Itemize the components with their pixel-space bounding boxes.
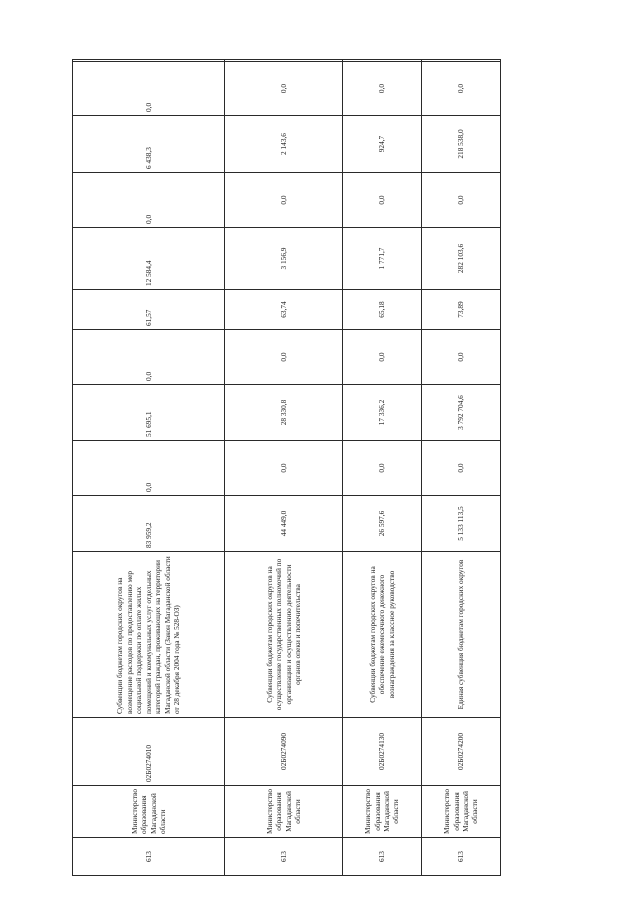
subvention-description: Единая субвенция бюджетам городских округов [422,552,501,718]
value-cell: 3 792 704,6 [422,385,501,441]
value-cell: 0,0 [422,330,501,385]
budget-code: 02Б0274090 [225,718,343,786]
value-cell: 1 771,7 [343,228,422,290]
value-cell: 63,74 [225,290,343,330]
value-cell: 0,0 [73,62,225,116]
value-cell: 0,0 [422,62,501,116]
value-cell [343,60,422,62]
value-cell: 0,0 [225,330,343,385]
ministry-name: Министерство образования Магаданской области [422,786,501,838]
subvention-description: Субвенции бюджетам городских округов на возмещение расходов по предоставлению мер социальной поддержки по оплате жилых помещений и коммунальных услуг отдельных категорий граждан, проживающих на территории Магаданской области (Закон Магаданской области от 28 декабря 2004 года № 528-ОЗ) [73,552,225,718]
value-cell: 0,0 [343,330,422,385]
budget-code: 02Б0274200 [422,718,501,786]
grbs-code: 613 [73,838,225,876]
table-row [73,60,225,876]
value-cell: 0,0 [225,173,343,228]
value-cell: 0,0 [73,330,225,385]
value-cell: 0,0 [343,441,422,496]
value-cell: 0,0 [343,62,422,116]
ministry-name: Министерство образования Магаданской области [225,786,343,838]
value-cell: 0,0 [225,441,343,496]
ministry-name: Министерство образования Магаданской области [73,786,225,838]
table-row [225,60,343,876]
value-cell: 44 449,0 [225,496,343,552]
value-cell: 61,57 [73,290,225,330]
subvention-description: Субвенции бюджетам городских округов на осуществление государственных полномочий по организации и осуществлению деятельности органов опеки и попечительства [225,552,343,718]
value-cell: 12 584,4 [73,228,225,290]
subvention-table [72,59,501,876]
ministry-name: Министерство образования Магаданской области [343,786,422,838]
value-cell: 83 959,2 [73,496,225,552]
rotated-table-container [72,60,500,876]
value-cell [225,60,343,62]
value-cell: 28 330,8 [225,385,343,441]
value-cell: 0,0 [73,173,225,228]
value-cell: 17 336,2 [343,385,422,441]
value-cell: 0,0 [422,441,501,496]
grbs-code: 613 [225,838,343,876]
value-cell: 282 103,6 [422,228,501,290]
grbs-code: 613 [343,838,422,876]
value-cell: 0,0 [422,173,501,228]
budget-code: 02Б0274130 [343,718,422,786]
value-cell: 65,18 [343,290,422,330]
table-row [343,60,422,876]
value-cell: 3 156,9 [225,228,343,290]
value-cell [73,60,225,62]
value-cell: 51 695,1 [73,385,225,441]
value-cell: 924,7 [343,116,422,173]
value-cell: 5 133 113,5 [422,496,501,552]
subvention-description: Субвенции бюджетам городских округов на обеспечение ежемесячного денежного вознаграждения за классное руководство [343,552,422,718]
value-cell: 0,0 [225,62,343,116]
value-cell: 6 438,3 [73,116,225,173]
table-body [73,60,501,876]
value-cell: 2 143,6 [225,116,343,173]
value-cell: 0,0 [73,441,225,496]
value-cell: 218 538,0 [422,116,501,173]
table-row [422,60,501,876]
budget-code: 02Б0274010 [73,718,225,786]
value-cell: 0,0 [343,173,422,228]
grbs-code: 613 [422,838,501,876]
value-cell: 73,89 [422,290,501,330]
value-cell: 26 597,6 [343,496,422,552]
value-cell [422,60,501,62]
